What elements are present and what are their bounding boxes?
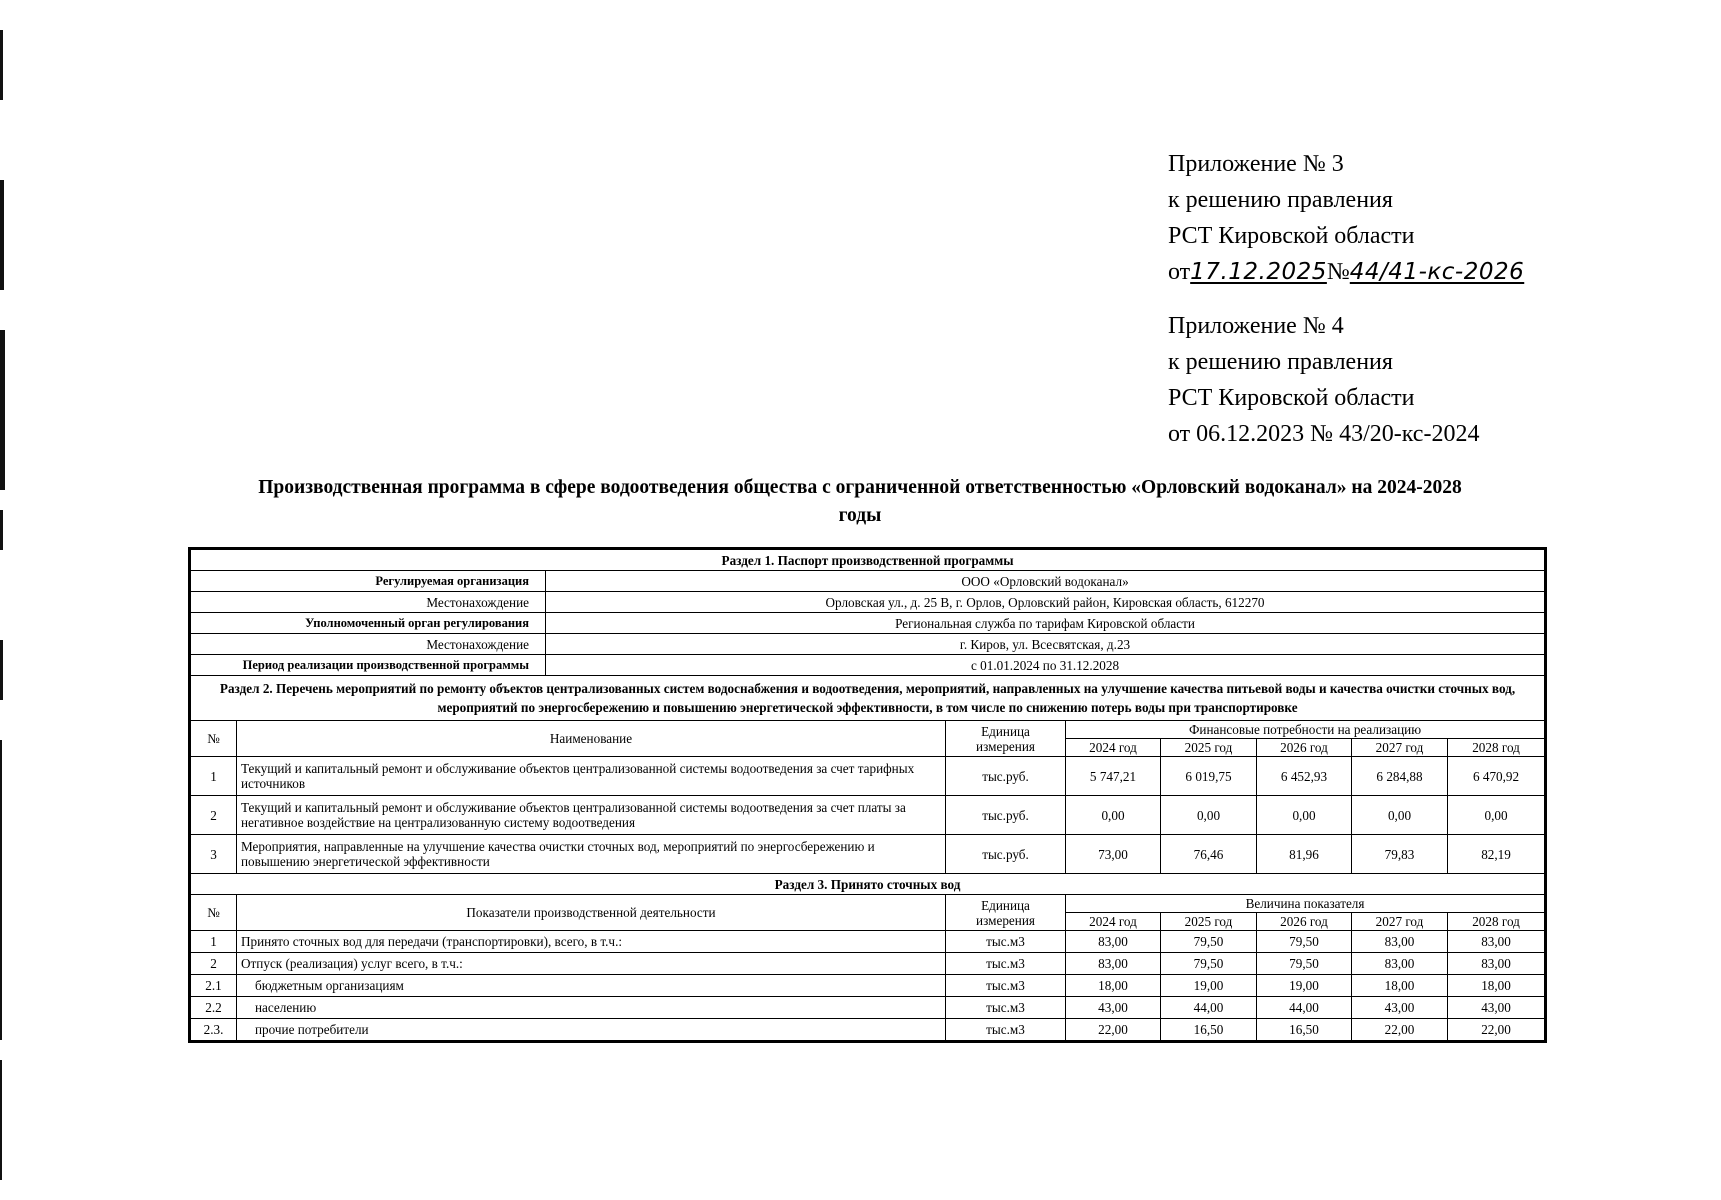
row-value: 0,00 [1257, 796, 1352, 835]
row-value: 43,00 [1352, 997, 1448, 1019]
row-value: 19,00 [1257, 975, 1352, 997]
passport-row [191, 655, 1545, 676]
table-row [191, 953, 1545, 975]
table-row [191, 757, 1545, 796]
row-name: населению [237, 997, 946, 1019]
col-name-header: Показатели производственной деятельности [237, 895, 946, 931]
appendix-3-line3: РСТ Кировской области [1168, 223, 1415, 249]
row-value: 6 019,75 [1161, 757, 1257, 796]
year-header: 2027 год [1352, 913, 1448, 931]
row-unit: тыс.руб. [946, 796, 1066, 835]
row-value: 83,00 [1448, 953, 1545, 975]
row-value: 83,00 [1352, 931, 1448, 953]
section2-heading-row [191, 676, 1545, 721]
row-name: прочие потребители [237, 1019, 946, 1041]
row-value: 81,96 [1257, 835, 1352, 874]
row-value: 83,00 [1066, 953, 1161, 975]
row-num: 2 [191, 953, 237, 975]
row-unit: тыс.м3 [946, 931, 1066, 953]
row-value: 0,00 [1448, 796, 1545, 835]
row-value: 79,50 [1161, 953, 1257, 975]
passport-label: Местонахождение [191, 592, 546, 613]
document-title [190, 474, 1530, 530]
row-value: 5 747,21 [1066, 757, 1161, 796]
year-header: 2026 год [1257, 739, 1352, 757]
col-group-header: Финансовые потребности на реализацию [1066, 721, 1545, 739]
section3-header-row [191, 895, 1545, 913]
row-num: 3 [191, 835, 237, 874]
row-value: 43,00 [1066, 997, 1161, 1019]
passport-label: Местонахождение [191, 634, 546, 655]
row-name: Мероприятия, направленные на улучшение качества очистки сточных вод, мероприятий по энергосбережению и повышению энергетической эффективности [237, 835, 946, 874]
row-value: 22,00 [1352, 1019, 1448, 1041]
document-title-line2: годы [838, 505, 882, 526]
row-value: 44,00 [1257, 997, 1352, 1019]
appendix-3-ref [1168, 254, 1524, 290]
table-row [191, 931, 1545, 953]
document-title-line1: Производственная программа в сфере водоотведения общества с ограниченной ответственностью «Орловский водоканал» на 2024-2028 [258, 477, 1462, 498]
row-value: 6 470,92 [1448, 757, 1545, 796]
passport-row [191, 592, 1545, 613]
col-unit-header: Единица измерения [946, 895, 1066, 931]
passport-value: ООО «Орловский водоканал» [546, 571, 1545, 592]
appendix-3-num-sign: № [1326, 259, 1350, 285]
appendix-3-prefix: от [1168, 259, 1191, 285]
row-name: Текущий и капитальный ремонт и обслуживание объектов централизованной системы водоотведения за счет платы за негативное воздействие на централизованную систему водоотведения [237, 796, 946, 835]
row-value: 83,00 [1448, 931, 1545, 953]
table-row [191, 1019, 1545, 1041]
col-num-header: № [191, 895, 237, 931]
appendix-3-block [1168, 146, 1524, 290]
row-value: 18,00 [1448, 975, 1545, 997]
passport-value: г. Киров, ул. Всесвятская, д.23 [546, 634, 1545, 655]
row-value: 83,00 [1066, 931, 1161, 953]
row-name: Отпуск (реализация) услуг всего, в т.ч.: [237, 953, 946, 975]
passport-value: Региональная служба по тарифам Кировской области [546, 613, 1545, 634]
section2-heading: Раздел 2. Перечень мероприятий по ремонту объектов централизованных систем водоснабжения и водоотведения, мероприятий, направленных на улучшение качества питьевой воды и качества очистки сточных вод, мероприятий по энергосбережению и повышению энергетической эффективности, в том числе по снижению потерь воды при транспортировке [191, 676, 1545, 721]
row-value: 79,50 [1161, 931, 1257, 953]
section3-heading-row [191, 874, 1545, 895]
appendix-4-line3: РСТ Кировской области [1168, 385, 1415, 411]
row-value: 83,00 [1352, 953, 1448, 975]
section1-heading-row [191, 550, 1545, 571]
row-unit: тыс.м3 [946, 975, 1066, 997]
row-value: 6 284,88 [1352, 757, 1448, 796]
row-value: 82,19 [1448, 835, 1545, 874]
year-header: 2025 год [1161, 739, 1257, 757]
row-value: 6 452,93 [1257, 757, 1352, 796]
scan-edge [0, 0, 6, 1200]
year-header: 2025 год [1161, 913, 1257, 931]
row-value: 19,00 [1161, 975, 1257, 997]
col-name-header: Наименование [237, 721, 946, 757]
row-num: 2.3. [191, 1019, 237, 1041]
row-value: 79,50 [1257, 931, 1352, 953]
handwritten-number: 44/41-кс-2026 [1349, 259, 1525, 285]
row-value: 0,00 [1352, 796, 1448, 835]
year-header: 2028 год [1448, 913, 1545, 931]
appendix-3-line2: к решению правления [1168, 187, 1393, 213]
appendix-4-block [1168, 308, 1479, 452]
row-num: 2.1 [191, 975, 237, 997]
row-value: 0,00 [1066, 796, 1161, 835]
row-unit: тыс.м3 [946, 953, 1066, 975]
passport-label: Регулируемая организация [191, 571, 546, 592]
row-value: 44,00 [1161, 997, 1257, 1019]
year-header: 2027 год [1352, 739, 1448, 757]
appendix-4-ref: от 06.12.2023 № 43/20-кс-2024 [1168, 421, 1480, 447]
row-value: 76,46 [1161, 835, 1257, 874]
row-name: Текущий и капитальный ремонт и обслуживание объектов централизованной системы водоотведения за счет тарифных источников [237, 757, 946, 796]
year-header: 2024 год [1066, 913, 1161, 931]
row-unit: тыс.руб. [946, 757, 1066, 796]
col-group-header: Величина показателя [1066, 895, 1545, 913]
table-row [191, 796, 1545, 835]
handwritten-date: 17.12.2025 [1190, 259, 1327, 285]
appendix-3-title: Приложение № 3 [1168, 151, 1344, 177]
row-value: 22,00 [1066, 1019, 1161, 1041]
passport-value: Орловская ул., д. 25 В, г. Орлов, Орловский район, Кировская область, 612270 [546, 592, 1545, 613]
row-value: 22,00 [1448, 1019, 1545, 1041]
row-value: 16,50 [1257, 1019, 1352, 1041]
row-name: бюджетным организациям [237, 975, 946, 997]
row-unit: тыс.руб. [946, 835, 1066, 874]
table-row [191, 997, 1545, 1019]
row-value: 0,00 [1161, 796, 1257, 835]
year-header: 2024 год [1066, 739, 1161, 757]
appendix-4-line2: к решению правления [1168, 349, 1393, 375]
passport-value: с 01.01.2024 по 31.12.2028 [546, 655, 1545, 676]
appendix-4-title: Приложение № 4 [1168, 313, 1344, 339]
row-value: 79,83 [1352, 835, 1448, 874]
row-name: Принято сточных вод для передачи (транспортировки), всего, в т.ч.: [237, 931, 946, 953]
table-row [191, 975, 1545, 997]
row-value: 73,00 [1066, 835, 1161, 874]
passport-row [191, 613, 1545, 634]
passport-row [191, 634, 1545, 655]
row-num: 1 [191, 757, 237, 796]
row-unit: тыс.м3 [946, 997, 1066, 1019]
row-value: 79,50 [1257, 953, 1352, 975]
section1-heading: Раздел 1. Паспорт производственной программы [191, 550, 1545, 571]
passport-label: Уполномоченный орган регулирования [191, 613, 546, 634]
row-unit: тыс.м3 [946, 1019, 1066, 1041]
table-row [191, 835, 1545, 874]
row-num: 1 [191, 931, 237, 953]
program-table [190, 549, 1545, 1041]
row-value: 18,00 [1066, 975, 1161, 997]
year-header: 2028 год [1448, 739, 1545, 757]
row-value: 18,00 [1352, 975, 1448, 997]
passport-label: Период реализации производственной программы [191, 655, 546, 676]
section3-heading: Раздел 3. Принято сточных вод [191, 874, 1545, 895]
col-num-header: № [191, 721, 237, 757]
row-num: 2.2 [191, 997, 237, 1019]
row-num: 2 [191, 796, 237, 835]
col-unit-header: Единица измерения [946, 721, 1066, 757]
section2-header-row [191, 721, 1545, 739]
passport-row [191, 571, 1545, 592]
year-header: 2026 год [1257, 913, 1352, 931]
row-value: 16,50 [1161, 1019, 1257, 1041]
row-value: 43,00 [1448, 997, 1545, 1019]
